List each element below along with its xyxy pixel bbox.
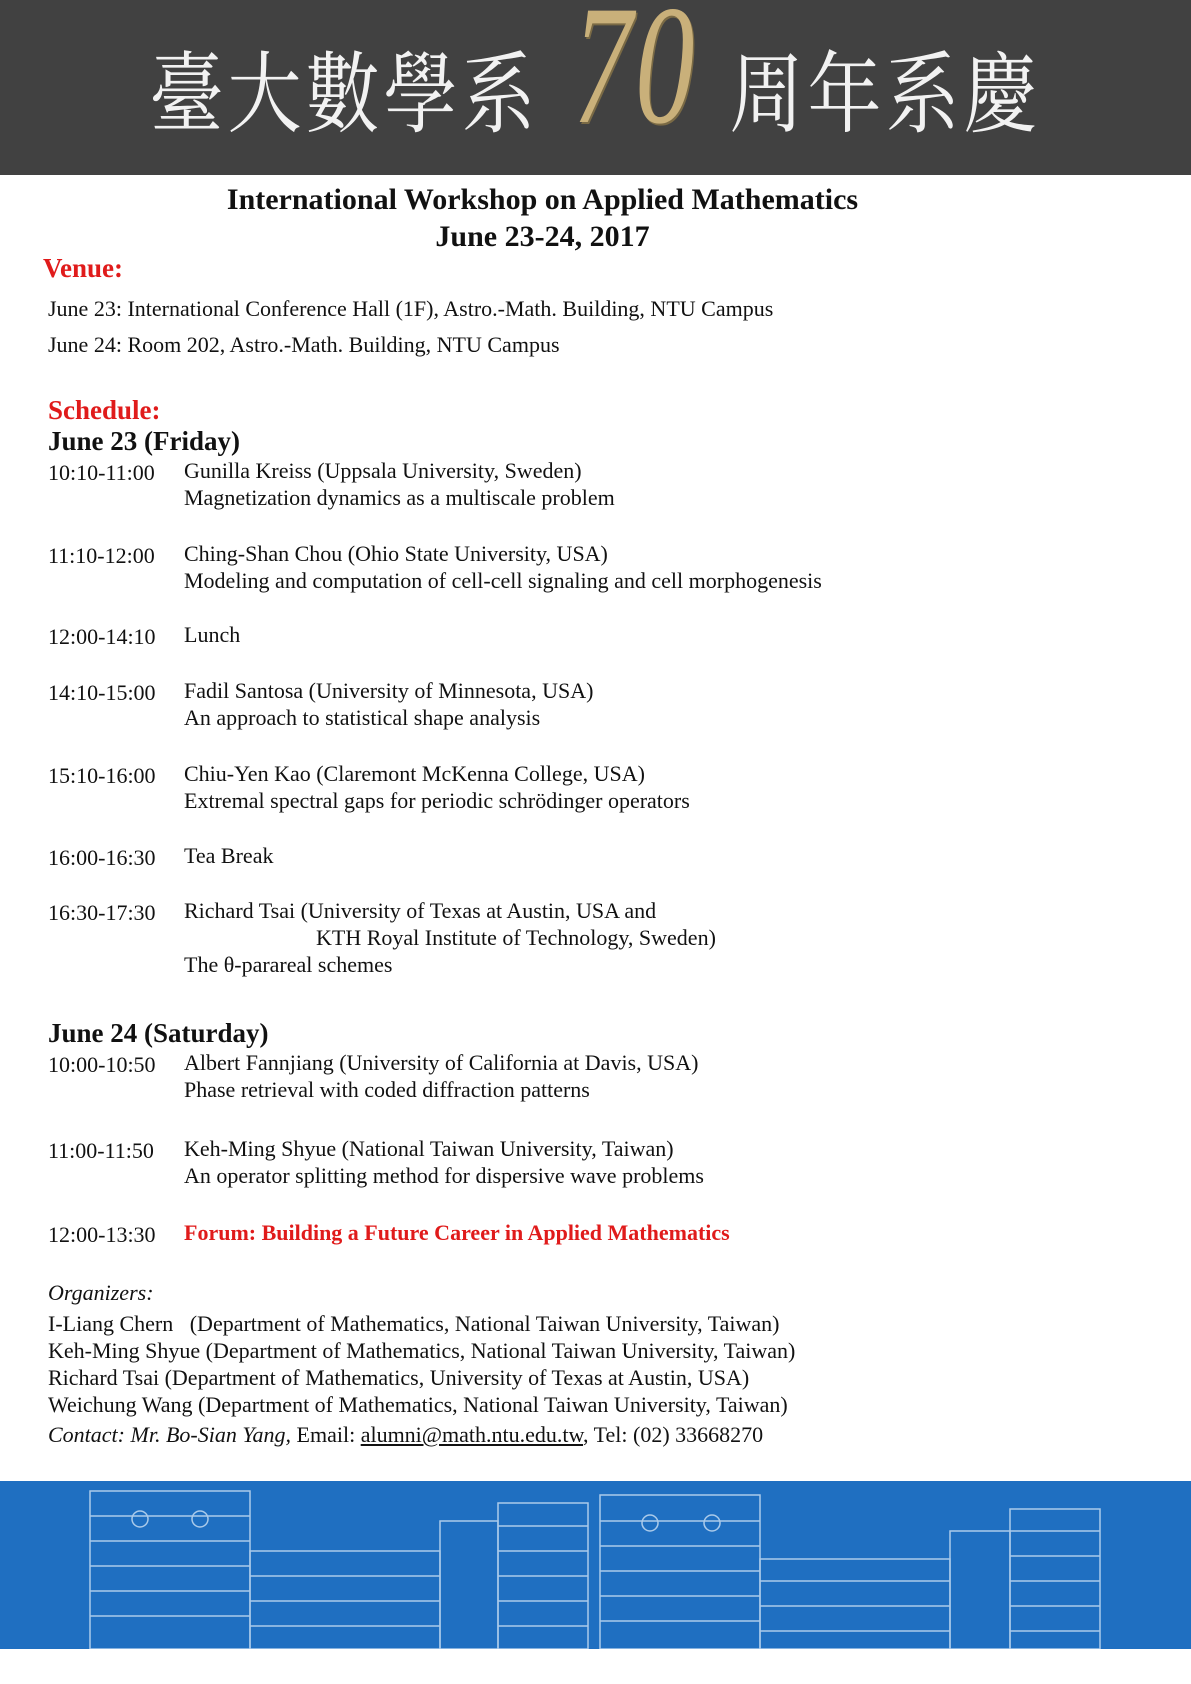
speaker: Albert Fannjiang (University of California at Davis, USA) [184, 1050, 699, 1075]
organizer: Weichung Wang (Department of Mathematics, National Taiwan University, Taiwan) [48, 1392, 788, 1417]
email-label: Email: [291, 1422, 361, 1447]
telephone: , Tel: (02) 33668270 [583, 1422, 764, 1447]
talk-title: Extremal spectral gaps for periodic schrödinger operators [184, 788, 690, 813]
slot-time: 14:10-15:00 [48, 680, 156, 705]
day-heading: June 24 (Saturday) [48, 1018, 269, 1048]
organizer: Richard Tsai (Department of Mathematics, University of Texas at Austin, USA) [48, 1365, 750, 1390]
slot-details [184, 1135, 704, 1189]
slot-time: 10:00-10:50 [48, 1052, 156, 1077]
slot-details [184, 457, 615, 511]
page-title [0, 181, 1085, 255]
slot-time: 12:00-14:10 [48, 624, 156, 649]
banner-text-right: 周年系慶 [729, 43, 1042, 147]
slot-details [184, 1219, 730, 1246]
talk-title: Phase retrieval with coded diffraction patterns [184, 1077, 590, 1102]
speaker: Richard Tsai (University of Texas at Austin, USA and [184, 898, 657, 923]
slot-details [184, 842, 273, 869]
venue-line: June 23: International Conference Hall (1F), Astro.-Math. Building, NTU Campus [48, 296, 774, 321]
contact-line [48, 1422, 763, 1448]
venue-line: June 24: Room 202, Astro.-Math. Building, NTU Campus [48, 332, 560, 357]
slot-time: 10:10-11:00 [48, 460, 155, 485]
talk-title: The θ-parareal schemes [184, 952, 393, 977]
slot-time: 16:30-17:30 [48, 900, 156, 925]
organizers-heading: Organizers: [48, 1280, 154, 1305]
talk-title: An operator splitting method for dispersive wave problems [184, 1163, 704, 1188]
organizer: I-Liang Chern (Department of Mathematics, National Taiwan University, Taiwan) [48, 1311, 780, 1336]
anniversary-logo [0, 0, 1191, 159]
break-label: Tea Break [184, 843, 274, 868]
speaker: Chiu-Yen Kao (Claremont McKenna College, USA) [184, 761, 645, 786]
footer-banner [0, 1481, 1191, 1649]
talk-title: An approach to statistical shape analysis [184, 705, 541, 730]
slot-time: 12:00-13:30 [48, 1222, 156, 1247]
banner-number: 70 [572, 0, 697, 159]
campus-buildings-illustration [0, 1481, 1191, 1649]
speaker-affiliation: KTH Royal Institute of Technology, Sweden) [316, 925, 716, 950]
slot-details [184, 540, 822, 594]
break-label: Lunch [184, 622, 241, 647]
header-banner [0, 0, 1191, 175]
schedule-heading: Schedule: [48, 395, 161, 425]
slot-details [184, 677, 593, 731]
speaker: Fadil Santosa (University of Minnesota, USA) [184, 678, 594, 703]
slot-time: 15:10-16:00 [48, 763, 156, 788]
speaker: Gunilla Kreiss (Uppsala University, Sweden) [184, 458, 582, 483]
contact-label: Contact: Mr. Bo-Sian Yang, [48, 1422, 292, 1447]
venue-heading: Venue: [43, 253, 124, 283]
slot-details [184, 897, 716, 978]
organizer: Keh-Ming Shyue (Department of Mathematics, National Taiwan University, Taiwan) [48, 1338, 796, 1363]
slot-time: 11:00-11:50 [48, 1138, 154, 1163]
slot-time: 11:10-12:00 [48, 543, 155, 568]
workshop-dates: June 23-24, 2017 [435, 220, 650, 253]
slot-details [184, 621, 240, 648]
forum-title: Forum: Building a Future Career in Applied Mathematics [184, 1220, 730, 1245]
slot-details [184, 760, 690, 814]
slot-time: 16:00-16:30 [48, 845, 156, 870]
talk-title: Modeling and computation of cell-cell signaling and cell morphogenesis [184, 568, 822, 593]
speaker: Keh-Ming Shyue (National Taiwan University, Taiwan) [184, 1136, 674, 1161]
workshop-title: International Workshop on Applied Mathematics [226, 183, 859, 216]
slot-details [184, 1049, 698, 1103]
day-heading: June 23 (Friday) [48, 426, 240, 456]
speaker: Ching-Shan Chou (Ohio State University, USA) [184, 541, 608, 566]
banner-text-left: 臺大數學系 [149, 43, 540, 147]
email-link[interactable]: alumni@math.ntu.edu.tw [360, 1422, 583, 1447]
talk-title: Magnetization dynamics as a multiscale problem [184, 485, 615, 510]
